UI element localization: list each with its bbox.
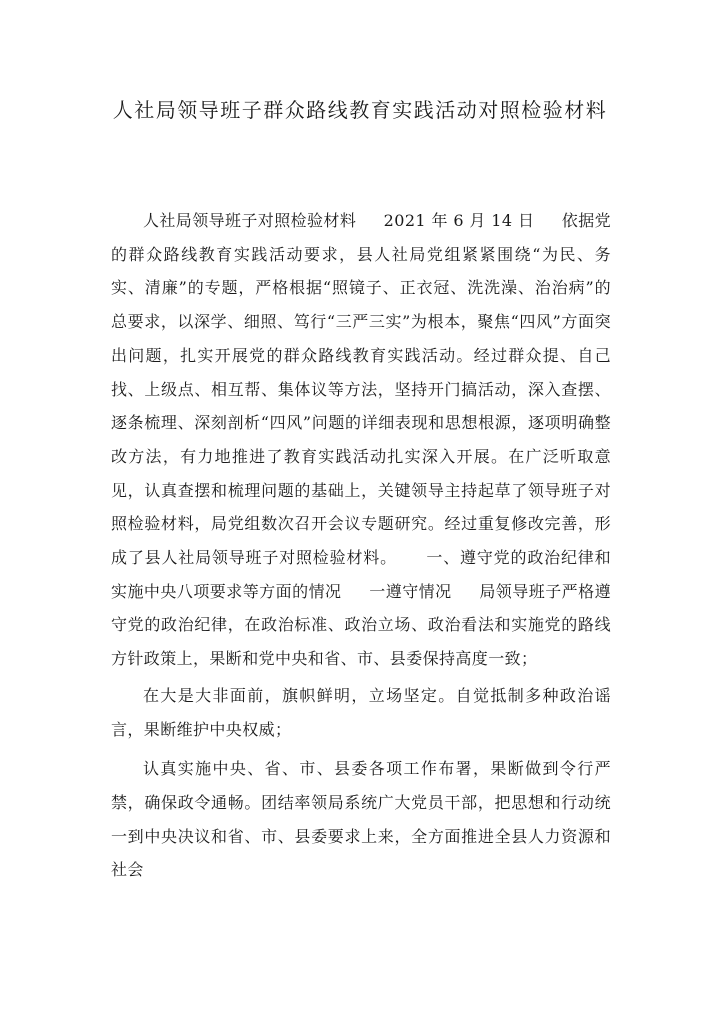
paragraph-implementation: 认真实施中央、省、市、县委各项工作布署，果断做到令行严禁，确保政令通畅。团结率领局系统广大党员干部，把思想和行动统一到中央决议和省、市、县委要求上来，全方面推进全县人力资源和社会 — [111, 759, 611, 880]
document-title: 人社局领导班子群众路线教育实践活动对照检验材料 — [112, 98, 608, 122]
document-body — [111, 204, 611, 887]
paragraph-intro: 人社局领导班子对照检验材料 2021 年 6 月 14 日 依据党的群众路线教育实践活动要求，县人社局党组紧紧围绕“为民、务实、清廉”的专题，严格根据“照镜子、正衣冠、洗洗澡、治治病”的总要求，以深学、细照、笃行“三严三实”为根本，聚焦“四风”方面突出问题，扎实开展党的群众路线教育实践活动。经过群众提、自己找、上级点、相互帮、集体议等方法，坚持开门搞活动，深入查摆、逐条梳理、深刻剖析“四风”问题的详细表现和思想根源，逐项明确整改方法，有力地推进了教育实践活动扎实深入开展。在广泛听取意见，认真查摆和梳理问题的基础上，关键领导主持起草了领导班子对照检验材料，局党组数次召开会议专题研究。经过重复修改完善，形成了县人社局领导班子对照检验材料。 一、遵守党的政治纪律和实施中央八项要求等方面的情况 一遵守情况 局领导班子严格遵守党的政治纪律，在政治标准、政治立场、政治看法和实施党的路线方针政策上，果断和党中央和省、市、县委保持高度一致； — [111, 211, 611, 669]
paragraph-principle: 在大是大非面前，旗帜鲜明，立场坚定。自觉抵制多种政治谣言，果断维护中央权威； — [111, 685, 611, 739]
